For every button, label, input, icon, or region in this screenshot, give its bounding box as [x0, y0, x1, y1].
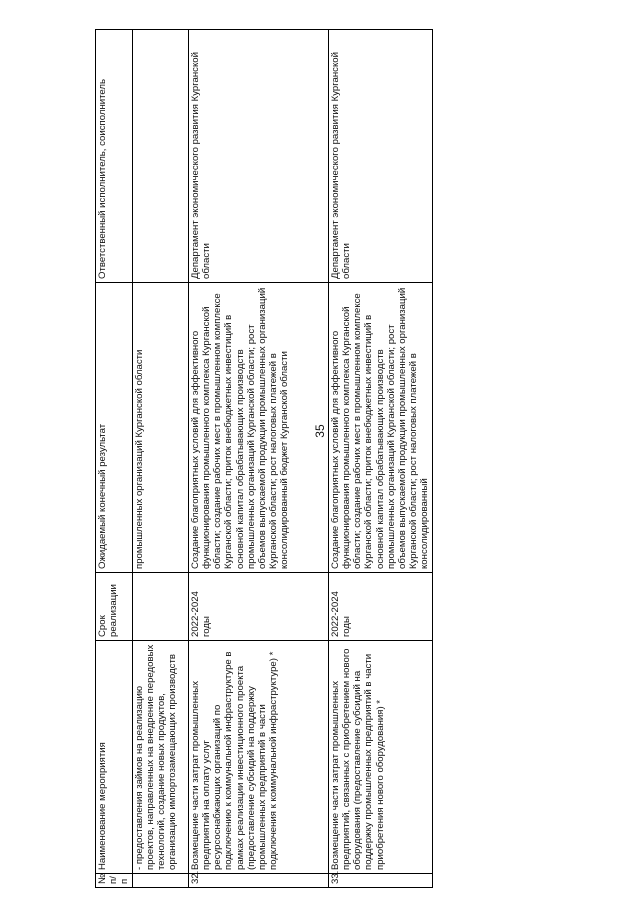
- table-row: [132, 30, 188, 888]
- header-name: Наименование мероприятия: [96, 641, 133, 874]
- header-result: Ожидаемый конечный результат: [96, 283, 133, 573]
- row-result: Создание благоприятных условий для эффективного функционирования промышленного комплекса Курганской области; создание рабочих мест в промышленном комплексе Курганской области; приток внебюджетных инвестиций в основной капитал обрабатывающих производств промышленных организаций Курганской области; рост объемов выпускаемой продукции промышленных организаций Курганской области; рост налоговых платежей в консолидированный: [328, 283, 432, 573]
- row-num: 32.: [188, 874, 328, 888]
- row-term: 2022-2024 годы: [328, 573, 432, 641]
- row-num: [132, 874, 188, 888]
- page-number: 35: [313, 424, 327, 438]
- header-num: № п/п: [96, 874, 133, 888]
- row-term: [132, 573, 188, 641]
- row-num: 33.: [328, 874, 432, 888]
- table-header-row: [96, 30, 133, 888]
- row-name: Возмещение части затрат промышленных предприятий, связанных с приобретением нового оборудования (предоставление субсидий на поддержку промышленных предприятий в части приобретения нового оборудования) *: [328, 641, 432, 874]
- table-row: [188, 30, 328, 888]
- header-executor: Ответственный исполнитель, соисполнитель: [96, 30, 133, 283]
- row-name: - предоставления займов на реализацию проектов, направленных на внедрение передовых технологий, создание новых продуктов, организацию импортозамещающих производств: [132, 641, 188, 874]
- row-executor: Департамент экономического развития Курганской области: [328, 30, 432, 283]
- table-row: [328, 30, 432, 888]
- row-result: Создание благоприятных условий для эффективного функционирования промышленного комплекса Курганской области; создание рабочих мест в промышленном комплексе Курганской области; приток внебюджетных инвестиций в основной капитал обрабатывающих производств промышленных организаций Курганской области; рост объемов выпускаемой продукции промышленных организаций Курганской области; рост налоговых платежей в консолидированный бюджет Курганской области: [188, 283, 328, 573]
- header-term: Срок реализации: [96, 573, 133, 641]
- row-term: 2022-2024 годы: [188, 573, 328, 641]
- row-name: Возмещение части затрат промышленных предприятий на оплату услуг ресурсоснабжающих организаций по подключению к коммунальной инфраструктуре в рамках реализации инвестиционного проекта (предоставление субсидий на поддержку промышленных предприятий в части подключения к коммунальной инфраструктуре) *: [188, 641, 328, 874]
- measures-table: [95, 30, 431, 888]
- row-executor: Департамент экономического развития Курганской области: [188, 30, 328, 283]
- row-executor: [132, 30, 188, 283]
- table-viewport: [95, 30, 431, 888]
- row-result: промышленных организаций Курганской области: [132, 283, 188, 573]
